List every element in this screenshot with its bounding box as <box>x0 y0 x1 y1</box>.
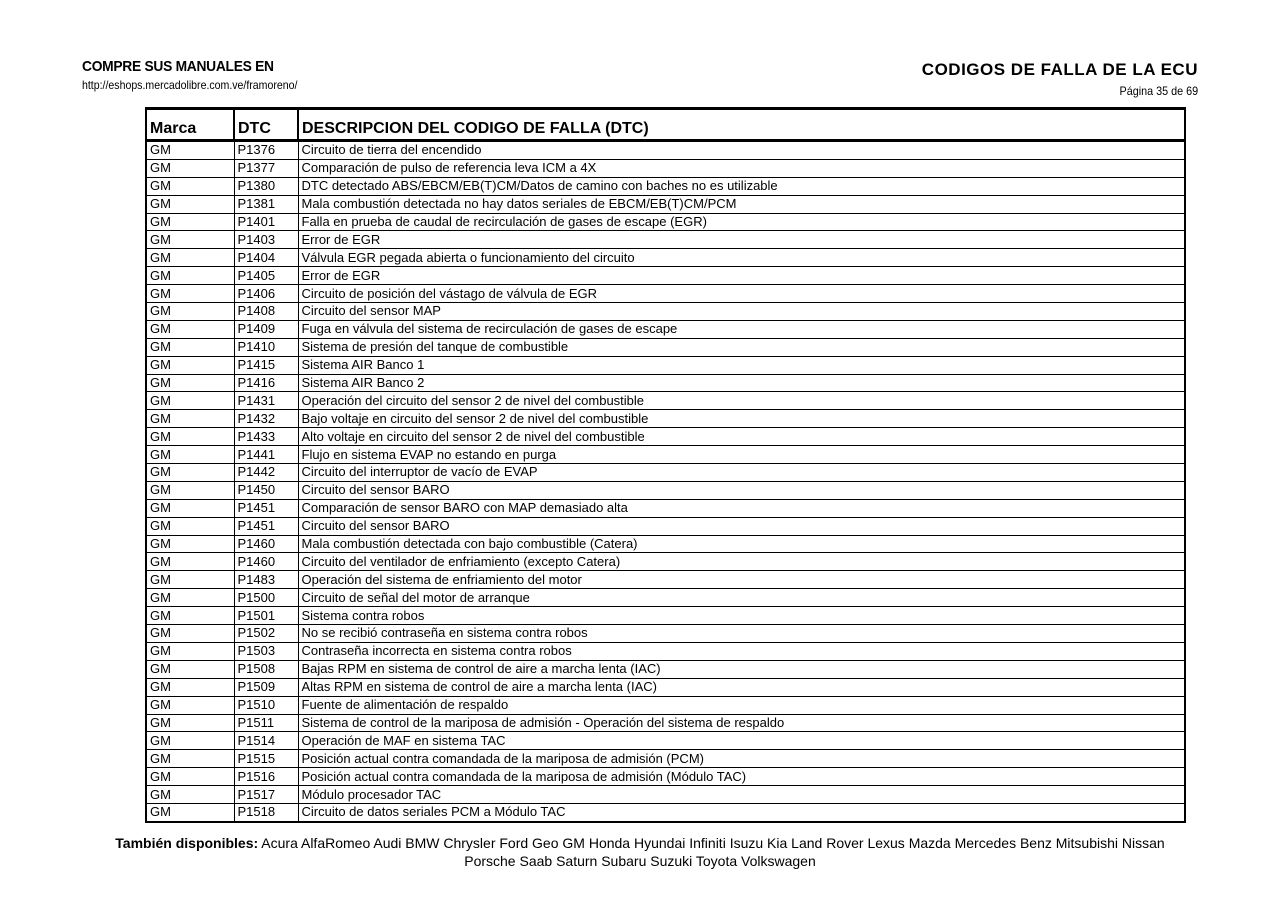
brand-cell: GM <box>146 660 234 678</box>
description-cell: Circuito del sensor MAP <box>298 303 1185 321</box>
description-cell: Bajas RPM en sistema de control de aire a marcha lenta (IAC) <box>298 660 1185 678</box>
brand-cell: GM <box>146 517 234 535</box>
footer-label: También disponibles: <box>115 835 259 851</box>
dtc-code-cell: P1432 <box>234 410 298 428</box>
table-row <box>146 750 1185 768</box>
header-right <box>922 60 1198 98</box>
table-row <box>146 642 1185 660</box>
dtc-code-cell: P1406 <box>234 285 298 303</box>
dtc-code-cell: P1460 <box>234 535 298 553</box>
brand-cell: GM <box>146 481 234 499</box>
description-cell: Comparación de sensor BARO con MAP demasiado alta <box>298 499 1185 517</box>
dtc-code-cell: P1441 <box>234 446 298 464</box>
brand-cell: GM <box>146 428 234 446</box>
table-row <box>146 267 1185 285</box>
brand-cell: GM <box>146 464 234 482</box>
dtc-code-cell: P1510 <box>234 696 298 714</box>
brand-cell: GM <box>146 607 234 625</box>
dtc-code-cell: P1502 <box>234 625 298 643</box>
table-row <box>146 517 1185 535</box>
description-cell: Error de EGR <box>298 267 1185 285</box>
description-cell: Falla en prueba de caudal de recirculación de gases de escape (EGR) <box>298 213 1185 231</box>
table-row <box>146 446 1185 464</box>
table-row <box>146 285 1185 303</box>
description-cell: Sistema AIR Banco 1 <box>298 356 1185 374</box>
page-number: Página 35 de 69 <box>1119 84 1198 98</box>
header-left <box>82 58 327 92</box>
brand-cell: GM <box>146 231 234 249</box>
dtc-code-cell: P1416 <box>234 374 298 392</box>
dtc-code-cell: P1408 <box>234 303 298 321</box>
table-row <box>146 374 1185 392</box>
table-row <box>146 660 1185 678</box>
description-cell: Sistema de control de la mariposa de admisión - Operación del sistema de respaldo <box>298 714 1185 732</box>
description-cell: No se recibió contraseña en sistema contra robos <box>298 625 1185 643</box>
description-cell: Válvula EGR pegada abierta o funcionamiento del circuito <box>298 249 1185 267</box>
description-cell: Mala combustión detectada con bajo combustible (Catera) <box>298 535 1185 553</box>
brand-cell: GM <box>146 320 234 338</box>
dtc-code-cell: P1460 <box>234 553 298 571</box>
table-row <box>146 159 1185 177</box>
table-row <box>146 356 1185 374</box>
table-row <box>146 195 1185 213</box>
store-url: http://eshops.mercadolibre.com.ve/framoreno/ <box>82 78 298 92</box>
table-row <box>146 499 1185 517</box>
description-cell: Circuito de señal del motor de arranque <box>298 589 1185 607</box>
dtc-code-cell: P1509 <box>234 678 298 696</box>
dtc-code-cell: P1401 <box>234 213 298 231</box>
dtc-code-cell: P1415 <box>234 356 298 374</box>
brand-cell: GM <box>146 446 234 464</box>
dtc-code-cell: P1442 <box>234 464 298 482</box>
description-cell: Fuente de alimentación de respaldo <box>298 696 1185 714</box>
brand-cell: GM <box>146 213 234 231</box>
dtc-code-cell: P1517 <box>234 786 298 804</box>
brand-cell: GM <box>146 589 234 607</box>
description-cell: Sistema de presión del tanque de combustible <box>298 338 1185 356</box>
description-cell: Alto voltaje en circuito del sensor 2 de nivel del combustible <box>298 428 1185 446</box>
table-row <box>146 213 1185 231</box>
dtc-code-cell: P1450 <box>234 481 298 499</box>
dtc-code-cell: P1376 <box>234 141 298 160</box>
description-cell: Posición actual contra comandada de la mariposa de admisión (Módulo TAC) <box>298 768 1185 786</box>
brand-cell: GM <box>146 642 234 660</box>
table-row <box>146 786 1185 804</box>
table-body <box>146 141 1185 822</box>
brand-cell: GM <box>146 678 234 696</box>
brand-cell: GM <box>146 285 234 303</box>
table-row <box>146 803 1185 821</box>
brand-cell: GM <box>146 195 234 213</box>
description-cell: Módulo procesador TAC <box>298 786 1185 804</box>
brand-cell: GM <box>146 338 234 356</box>
dtc-code-cell: P1515 <box>234 750 298 768</box>
table-header-row <box>146 109 1185 141</box>
table-row <box>146 320 1185 338</box>
table-row <box>146 678 1185 696</box>
dtc-code-cell: P1405 <box>234 267 298 285</box>
table-row <box>146 535 1185 553</box>
description-cell: Fuga en válvula del sistema de recirculación de gases de escape <box>298 320 1185 338</box>
dtc-code-cell: P1381 <box>234 195 298 213</box>
table-row <box>146 625 1185 643</box>
brand-cell: GM <box>146 177 234 195</box>
dtc-code-cell: P1380 <box>234 177 298 195</box>
description-cell: Mala combustión detectada no hay datos seriales de EBCM/EB(T)CM/PCM <box>298 195 1185 213</box>
column-header-marca: Marca <box>146 109 234 141</box>
dtc-code-cell: P1501 <box>234 607 298 625</box>
table-row <box>146 571 1185 589</box>
brand-cell: GM <box>146 267 234 285</box>
dtc-code-cell: P1403 <box>234 231 298 249</box>
table-row <box>146 338 1185 356</box>
dtc-code-cell: P1377 <box>234 159 298 177</box>
description-cell: Circuito del sensor BARO <box>298 481 1185 499</box>
table-row <box>146 589 1185 607</box>
description-cell: Error de EGR <box>298 231 1185 249</box>
description-cell: Circuito de posición del vástago de válvula de EGR <box>298 285 1185 303</box>
brand-cell: GM <box>146 553 234 571</box>
brand-cell: GM <box>146 159 234 177</box>
dtc-code-cell: P1511 <box>234 714 298 732</box>
brand-cell: GM <box>146 803 234 821</box>
table-row <box>146 392 1185 410</box>
description-cell: Circuito del sensor BARO <box>298 517 1185 535</box>
brand-cell: GM <box>146 535 234 553</box>
dtc-table <box>145 107 1186 823</box>
description-cell: Circuito de datos seriales PCM a Módulo TAC <box>298 803 1185 821</box>
brand-cell: GM <box>146 410 234 428</box>
column-header-dtc: DTC <box>234 109 298 141</box>
description-cell: DTC detectado ABS/EBCM/EB(T)CM/Datos de camino con baches no es utilizable <box>298 177 1185 195</box>
dtc-code-cell: P1409 <box>234 320 298 338</box>
table-row <box>146 607 1185 625</box>
description-cell: Sistema contra robos <box>298 607 1185 625</box>
table-row <box>146 141 1185 160</box>
description-cell: Operación del circuito del sensor 2 de nivel del combustible <box>298 392 1185 410</box>
description-cell: Operación de MAF en sistema TAC <box>298 732 1185 750</box>
table-row <box>146 768 1185 786</box>
brand-cell: GM <box>146 696 234 714</box>
dtc-code-cell: P1500 <box>234 589 298 607</box>
brand-cell: GM <box>146 141 234 160</box>
brand-cell: GM <box>146 499 234 517</box>
description-cell: Posición actual contra comandada de la mariposa de admisión (PCM) <box>298 750 1185 768</box>
dtc-code-cell: P1410 <box>234 338 298 356</box>
brand-cell: GM <box>146 714 234 732</box>
footer-brands: Acura AlfaRomeo Audi BMW Chrysler Ford Geo GM Honda Hyundai Infiniti Isuzu Kia Land Rover Lexus Mazda Mercedes Benz Mitsubishi Nissan Porsche Saab Saturn Subaru Suzuki Toyota Volkswagen <box>258 835 1165 869</box>
table-row <box>146 464 1185 482</box>
brand-cell: GM <box>146 750 234 768</box>
brand-cell: GM <box>146 392 234 410</box>
brand-cell: GM <box>146 571 234 589</box>
promo-title: COMPRE SUS MANUALES EN <box>82 58 274 75</box>
brand-cell: GM <box>146 768 234 786</box>
dtc-code-cell: P1451 <box>234 499 298 517</box>
description-cell: Bajo voltaje en circuito del sensor 2 de nivel del combustible <box>298 410 1185 428</box>
dtc-code-cell: P1503 <box>234 642 298 660</box>
brand-cell: GM <box>146 356 234 374</box>
table-row <box>146 410 1185 428</box>
description-cell: Circuito de tierra del encendido <box>298 141 1185 160</box>
dtc-code-cell: P1514 <box>234 732 298 750</box>
brand-cell: GM <box>146 786 234 804</box>
description-cell: Circuito del interruptor de vacío de EVAP <box>298 464 1185 482</box>
footer <box>90 834 1190 870</box>
brand-cell: GM <box>146 249 234 267</box>
table-row <box>146 428 1185 446</box>
brand-cell: GM <box>146 303 234 321</box>
dtc-code-cell: P1433 <box>234 428 298 446</box>
dtc-code-cell: P1431 <box>234 392 298 410</box>
table-row <box>146 249 1185 267</box>
brand-cell: GM <box>146 374 234 392</box>
description-cell: Operación del sistema de enfriamiento del motor <box>298 571 1185 589</box>
description-cell: Circuito del ventilador de enfriamiento (excepto Catera) <box>298 553 1185 571</box>
table-row <box>146 481 1185 499</box>
dtc-code-cell: P1516 <box>234 768 298 786</box>
dtc-code-cell: P1508 <box>234 660 298 678</box>
column-header-description: DESCRIPCION DEL CODIGO DE FALLA (DTC) <box>298 109 1185 141</box>
table-row <box>146 303 1185 321</box>
brand-cell: GM <box>146 625 234 643</box>
dtc-code-cell: P1518 <box>234 803 298 821</box>
dtc-code-cell: P1483 <box>234 571 298 589</box>
table-row <box>146 714 1185 732</box>
table-row <box>146 732 1185 750</box>
dtc-code-cell: P1451 <box>234 517 298 535</box>
document-title: CODIGOS DE FALLA DE LA ECU <box>921 60 1198 79</box>
table-row <box>146 177 1185 195</box>
description-cell: Comparación de pulso de referencia leva ICM a 4X <box>298 159 1185 177</box>
brand-cell: GM <box>146 732 234 750</box>
description-cell: Contraseña incorrecta en sistema contra robos <box>298 642 1185 660</box>
description-cell: Flujo en sistema EVAP no estando en purga <box>298 446 1185 464</box>
dtc-code-cell: P1404 <box>234 249 298 267</box>
table-row <box>146 696 1185 714</box>
description-cell: Sistema AIR Banco 2 <box>298 374 1185 392</box>
table-row <box>146 553 1185 571</box>
description-cell: Altas RPM en sistema de control de aire a marcha lenta (IAC) <box>298 678 1185 696</box>
table-row <box>146 231 1185 249</box>
